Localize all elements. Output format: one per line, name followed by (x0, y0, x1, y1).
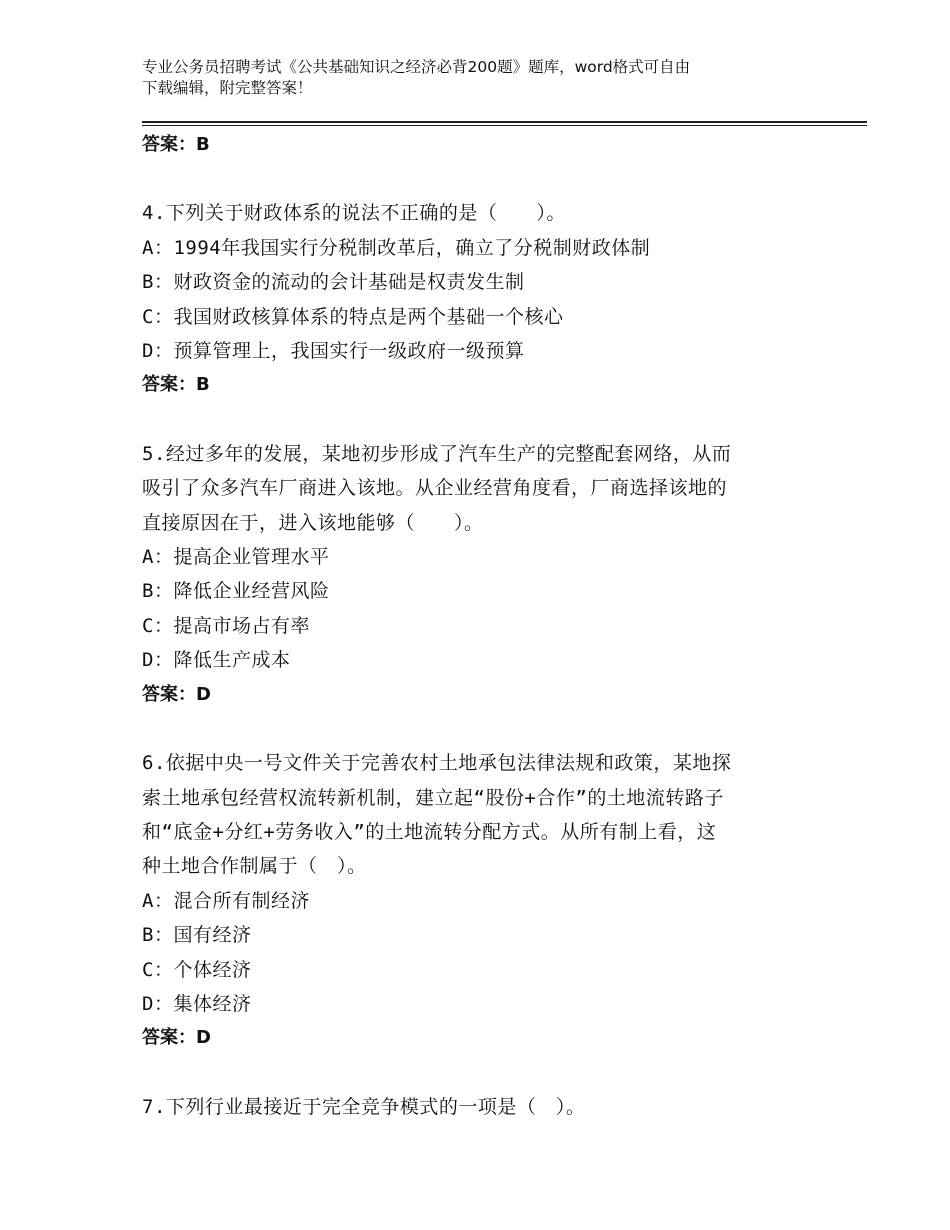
question-stem: 索土地承包经营权流转新机制，建立起“股份+合作”的土地流转路子 (142, 786, 724, 809)
option-b: B：降低企业经营风险 (142, 580, 330, 603)
question-4 (142, 196, 822, 402)
answer-q6: 答案：D (142, 1027, 211, 1049)
question-stem: 5.经过多年的发展，某地初步形成了汽车生产的完整配套网络，从而 (142, 442, 732, 465)
option-c: C：提高市场占有率 (142, 614, 310, 637)
question-5 (142, 437, 822, 712)
spacer (142, 403, 822, 437)
answer-q3: 答案：B (142, 134, 210, 155)
header-line-1: 专业公务员招聘考试《公共基础知识之经济必背200题》题库，word格式可自由 (142, 58, 691, 76)
option-c: C：我国财政核算体系的特点是两个基础一个核心 (142, 305, 564, 328)
option-a: A：1994年我国实行分税制改革后，确立了分税制财政体制 (142, 236, 651, 259)
option-b: B：国有经济 (142, 924, 252, 947)
option-a: A：提高企业管理水平 (142, 546, 330, 569)
option-b: B：财政资金的流动的会计基础是权责发生制 (142, 271, 525, 294)
option-d: D：预算管理上，我国实行一级政府一级预算 (142, 340, 525, 363)
option-a: A：混合所有制经济 (142, 889, 310, 912)
spacer (142, 1056, 822, 1090)
question-6 (142, 746, 822, 1056)
question-stem: 和“底金+分红+劳务收入”的土地流转分配方式。从所有制上看，这 (142, 820, 717, 843)
option-c: C：个体经济 (142, 958, 252, 981)
question-stem: 直接原因在于，进入该地能够（ ）。 (142, 511, 484, 534)
question-stem: 7.下列行业最接近于完全竞争模式的一项是（ ）。 (142, 1095, 586, 1118)
answer-q5: 答案：D (142, 683, 211, 705)
question-stem: 6.依据中央一号文件关于完善农村土地承包法律法规和政策，某地探 (142, 752, 732, 775)
spacer (142, 712, 822, 746)
document-header (142, 57, 812, 99)
header-rule-thick (142, 121, 867, 123)
header-line-2: 下载编辑，附完整答案！ (142, 79, 313, 97)
option-d: D：集体经济 (142, 992, 252, 1015)
question-7 (142, 1090, 822, 1124)
question-stem: 吸引了众多汽车厂商进入该地。从企业经营角度看，厂商选择该地的 (142, 477, 728, 500)
question-stem: 4.下列关于财政体系的说法不正确的是（ ）。 (142, 202, 566, 225)
answer-q4: 答案：B (142, 374, 210, 396)
spacer (142, 162, 822, 196)
document-body (142, 128, 822, 1124)
question-stem: 种土地合作制属于（ ）。 (142, 855, 367, 878)
header-rule-thin (142, 125, 867, 126)
option-d: D：降低生产成本 (142, 649, 291, 672)
